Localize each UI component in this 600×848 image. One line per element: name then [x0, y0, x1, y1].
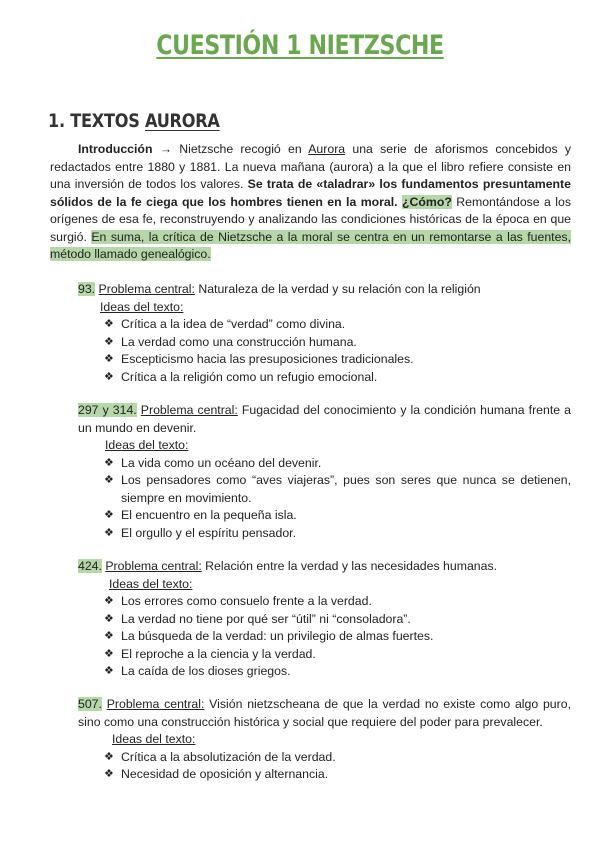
- diamond-bullet-icon: ❖: [104, 318, 114, 330]
- text-section-507: [78, 696, 571, 784]
- diamond-bullet-icon: ❖: [104, 768, 114, 780]
- section-heading-number: 1. TEXTOS: [48, 110, 145, 132]
- list-item-text: La verdad como una construcción humana.: [121, 334, 357, 349]
- list-item-text: El encuentro en la pequeña isla.: [121, 508, 297, 522]
- problem-label: Problema central:: [140, 403, 238, 417]
- list-item-text: La caída de los dioses griegos.: [121, 664, 291, 678]
- intro-label: Introducción: [78, 142, 153, 156]
- aurora-link-text: Aurora: [308, 142, 346, 156]
- text-section-424: [78, 558, 571, 681]
- diamond-bullet-icon: ❖: [104, 335, 114, 348]
- ideas-list: [78, 316, 571, 386]
- problem-text: Naturaleza de la verdad y su relación con la religión: [194, 282, 481, 296]
- problem-label: Problema central:: [98, 282, 195, 296]
- ideas-list: [78, 593, 571, 681]
- section-head: [78, 281, 571, 299]
- section-head: [78, 402, 571, 437]
- list-item: [104, 646, 571, 664]
- section-heading-title: AURORA: [144, 110, 220, 132]
- list-item: [104, 507, 571, 525]
- ideas-label: Ideas del texto:: [112, 732, 196, 746]
- text-section-93: [78, 281, 571, 386]
- diamond-bullet-icon: ❖: [104, 595, 114, 607]
- intro-bold-text: Se trata de «taladrar» los fundamentos presuntamente sólidos de la fe ciega que los hombres tienen en la moral.: [50, 177, 571, 209]
- list-item-text: Los pensadores como “aves viajeras”, pues son seres que nunca se detienen, siempre en movimiento.: [121, 473, 571, 505]
- ideas-list: [78, 455, 571, 543]
- diamond-bullet-icon: ❖: [104, 509, 114, 521]
- list-item-text: Escepticismo hacia las presuposiciones tradicionales.: [121, 352, 414, 366]
- list-item: [104, 334, 571, 352]
- intro-arrow-text: → Nietzsche recogió en: [152, 142, 309, 156]
- intro-question: ¿Cómo?: [401, 194, 452, 209]
- intro-text-2: Remontándose a los orígenes de esa fe, reconstruyendo y analizando las condiciones históricas de la época en que surgió.: [50, 194, 571, 244]
- list-item-text: La verdad no tiene por qué ser “útil” ni “consoladora”.: [121, 611, 411, 626]
- section-head: [78, 558, 571, 576]
- section-head: [78, 696, 571, 731]
- problem-text: Visión nietzscheana de que la verdad no existe como algo puro, sino como una construcción histórica y social que requiere del poder para prevalecer.: [78, 697, 571, 729]
- list-item-text: Crítica a la religión como un refugio emocional.: [121, 369, 378, 384]
- section-heading: [48, 110, 220, 132]
- section-number: 424.: [78, 559, 102, 573]
- ideas-list: [78, 749, 571, 784]
- list-item: [104, 472, 571, 507]
- problem-label: Problema central:: [105, 559, 202, 573]
- list-item: [104, 749, 571, 767]
- list-item: [104, 455, 571, 473]
- list-item-text: La vida como un océano del devenir.: [121, 455, 322, 470]
- list-item: [104, 316, 571, 334]
- list-item-text: Crítica a la absolutización de la verdad.: [121, 749, 336, 764]
- diamond-bullet-icon: ❖: [104, 456, 114, 469]
- list-item-text: Los errores como consuelo frente a la verdad.: [121, 594, 372, 608]
- list-item: [104, 628, 571, 646]
- problem-label: Problema central:: [106, 697, 205, 711]
- problem-text: Fugacidad del conocimiento y la condición humana frente a un mundo en devenir.: [78, 403, 571, 435]
- diamond-bullet-icon: ❖: [104, 474, 114, 486]
- list-item-text: La búsqueda de la verdad: un privilegio de almas fuertes.: [121, 629, 434, 643]
- section-number: 507.: [78, 697, 102, 711]
- text-section-297-314: [78, 402, 571, 542]
- list-item: [104, 663, 571, 681]
- ideas-label: Ideas del texto:: [105, 438, 189, 452]
- list-item: [104, 369, 571, 387]
- ideas-label: Ideas del texto:: [100, 299, 184, 314]
- intro-highlight: En suma, la crítica de Nietzsche a la moral se centra en un remontarse a las fuentes, método llamado genealógico.: [50, 229, 571, 261]
- section-number: 297 y 314.: [78, 403, 137, 417]
- list-item: [104, 525, 571, 543]
- intro-paragraph: [50, 141, 571, 264]
- problem-text: Relación entre la verdad y las necesidades humanas.: [201, 559, 498, 573]
- list-item-text: Crítica a la idea de “verdad” como divina.: [121, 317, 346, 331]
- ideas-label: Ideas del texto:: [109, 576, 193, 591]
- list-item-text: El reproche a la ciencia y la verdad.: [121, 646, 316, 661]
- list-item: [104, 766, 571, 784]
- diamond-bullet-icon: ❖: [104, 370, 114, 383]
- diamond-bullet-icon: ❖: [104, 526, 114, 539]
- diamond-bullet-icon: ❖: [104, 630, 114, 642]
- list-item-text: El orgullo y el espíritu pensador.: [121, 525, 296, 540]
- diamond-bullet-icon: ❖: [104, 647, 114, 660]
- list-item-text: Necesidad de oposición y alternancia.: [121, 767, 329, 781]
- section-number: 93.: [78, 282, 96, 296]
- list-item: [104, 351, 571, 369]
- list-item: [104, 593, 571, 611]
- page-title: CUESTIÓN 1 NIETZSCHE: [156, 30, 444, 61]
- diamond-bullet-icon: ❖: [104, 353, 114, 365]
- intro-text-1: una serie de aforismos concebidos y redactados entre 1880 y 1881. La nueva mañana (aurora) a la que el libro refiere consiste en una inversión de todos los valores.: [50, 142, 571, 191]
- list-item: [104, 611, 571, 629]
- diamond-bullet-icon: ❖: [104, 612, 114, 625]
- diamond-bullet-icon: ❖: [104, 750, 114, 763]
- diamond-bullet-icon: ❖: [104, 665, 114, 677]
